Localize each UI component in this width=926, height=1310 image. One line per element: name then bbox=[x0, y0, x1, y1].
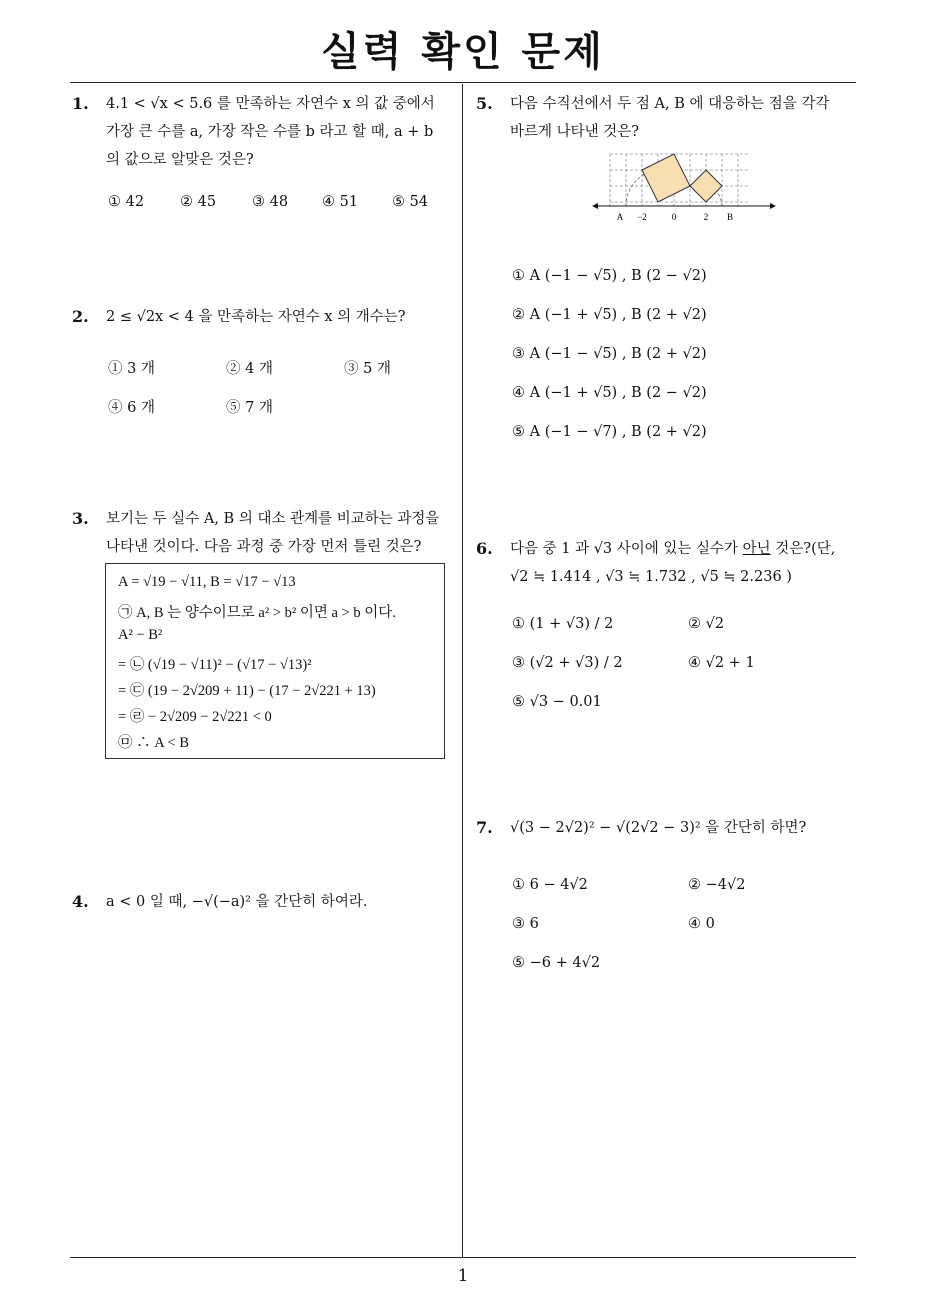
stem-line: 4.1 < √x < 5.6 를 만족하는 자연수 x 의 값 중에서 bbox=[106, 96, 435, 112]
question-2 bbox=[72, 303, 462, 331]
option-5[interactable]: ⑤ √3 − 0.01 bbox=[512, 694, 602, 710]
question-number: 2. bbox=[72, 307, 89, 326]
option-2[interactable]: ② 45 bbox=[180, 194, 217, 210]
question-number: 4. bbox=[72, 892, 89, 911]
option-5[interactable]: ⑤ 54 bbox=[392, 194, 429, 210]
option-1[interactable]: ① (1 + √3) / 2 bbox=[512, 616, 614, 632]
option-4[interactable]: ④ 51 bbox=[322, 194, 359, 210]
option-5[interactable]: ⑤ A (−1 − √7) , B (2 + √2) bbox=[512, 424, 707, 440]
option-4[interactable]: ④ 6 개 bbox=[108, 400, 155, 416]
question-3 bbox=[72, 505, 462, 561]
option-1[interactable]: ① A (−1 − √5) , B (2 − √2) bbox=[512, 268, 707, 284]
proof-line: A² − B² bbox=[118, 627, 163, 643]
axis-label-a: A bbox=[616, 212, 624, 222]
page-number: 1 bbox=[457, 1266, 469, 1286]
emphasis-text: 아닌 bbox=[742, 541, 771, 557]
stem-line: 바르게 나타낸 것은? bbox=[510, 124, 640, 140]
axis-label-2: 2 bbox=[703, 212, 709, 222]
option-1[interactable]: ① 3 개 bbox=[108, 361, 155, 377]
question-number: 1. bbox=[72, 94, 89, 113]
stem-text: 것은?(단, bbox=[770, 541, 836, 557]
option-4[interactable]: ④ A (−1 + √5) , B (2 − √2) bbox=[512, 385, 707, 401]
question-4 bbox=[72, 888, 462, 916]
question-7 bbox=[476, 814, 866, 842]
proof-line: = ㉢ (19 − 2√209 + 11) − (17 − 2√221 + 13) bbox=[118, 683, 376, 699]
question-stem bbox=[106, 90, 462, 174]
stem-line bbox=[510, 535, 866, 563]
option-2[interactable]: ② −4√2 bbox=[688, 877, 746, 893]
proof-line: = ㉣ − 2√209 − 2√221 < 0 bbox=[118, 709, 272, 725]
page-title: 실력 확인 문제 bbox=[321, 29, 605, 75]
proof-line: A = √19 − √11, B = √17 − √13 bbox=[118, 574, 296, 590]
option-3[interactable]: ③ 5 개 bbox=[344, 361, 391, 377]
stem-line: 가장 큰 수를 a, 가장 작은 수를 b 라고 할 때, a + b bbox=[106, 124, 434, 140]
option-3[interactable]: ③ 6 bbox=[512, 916, 539, 932]
axis-label-b: B bbox=[726, 212, 734, 222]
option-4[interactable]: ④ 0 bbox=[688, 916, 715, 932]
option-1[interactable]: ① 42 bbox=[108, 194, 145, 210]
question-6 bbox=[476, 535, 866, 591]
stem-line: √2 ≒ 1.414 , √3 ≒ 1.732 , √5 ≒ 2.236 ) bbox=[510, 569, 792, 585]
option-3[interactable]: ③ 48 bbox=[252, 194, 289, 210]
stem-line: 나타낸 것이다. 다음 과정 중 가장 먼저 틀린 것은? bbox=[106, 539, 422, 555]
option-2[interactable]: ② √2 bbox=[688, 616, 725, 632]
stem-line: 보기는 두 실수 A, B 의 대소 관계를 비교하는 과정을 bbox=[106, 511, 440, 527]
stem-line: 2 ≤ √2x < 4 을 만족하는 자연수 x 의 개수는? bbox=[106, 309, 406, 325]
bottom-rule bbox=[70, 1257, 856, 1258]
proof-box bbox=[105, 563, 445, 759]
stem-line: 다음 수직선에서 두 점 A, B 에 대응하는 점을 각각 bbox=[510, 96, 830, 112]
option-4[interactable]: ④ √2 + 1 bbox=[688, 655, 755, 671]
question-number: 6. bbox=[476, 539, 493, 558]
question-1 bbox=[72, 90, 462, 174]
stem-text: 다음 중 1 과 √3 사이에 있는 실수가 bbox=[510, 541, 743, 557]
top-rule bbox=[70, 82, 856, 83]
option-1[interactable]: ① 6 − 4√2 bbox=[512, 877, 588, 893]
option-2[interactable]: ② A (−1 + √5) , B (2 + √2) bbox=[512, 307, 707, 323]
question-number: 5. bbox=[476, 94, 493, 113]
proof-line: ㉤ ∴ A < B bbox=[118, 735, 190, 751]
question-5 bbox=[476, 90, 866, 146]
option-3[interactable]: ③ (√2 + √3) / 2 bbox=[512, 655, 623, 671]
stem-line: 의 값으로 알맞은 것은? bbox=[106, 152, 254, 168]
option-3[interactable]: ③ A (−1 − √5) , B (2 + √2) bbox=[512, 346, 707, 362]
proof-line: ㉠ A, B 는 양수이므로 a² > b² 이면 a > b 이다. bbox=[118, 605, 396, 621]
column-divider bbox=[462, 84, 463, 1258]
option-5[interactable]: ⑤ 7 개 bbox=[226, 400, 273, 416]
question-number: 3. bbox=[72, 509, 89, 528]
option-2[interactable]: ② 4 개 bbox=[226, 361, 273, 377]
stem-line: √(3 − 2√2)² − √(2√2 − 3)² 을 간단히 하면? bbox=[510, 820, 807, 836]
axis-label-0: 0 bbox=[671, 212, 677, 222]
axis-label-minus2: −2 bbox=[637, 212, 647, 222]
option-5[interactable]: ⑤ −6 + 4√2 bbox=[512, 955, 601, 971]
proof-line: = ㉡ (√19 − √11)² − (√17 − √13)² bbox=[118, 657, 312, 673]
number-line-figure bbox=[590, 150, 780, 224]
stem-line: a < 0 일 때, −√(−a)² 을 간단히 하여라. bbox=[106, 894, 368, 910]
question-number: 7. bbox=[476, 818, 493, 837]
